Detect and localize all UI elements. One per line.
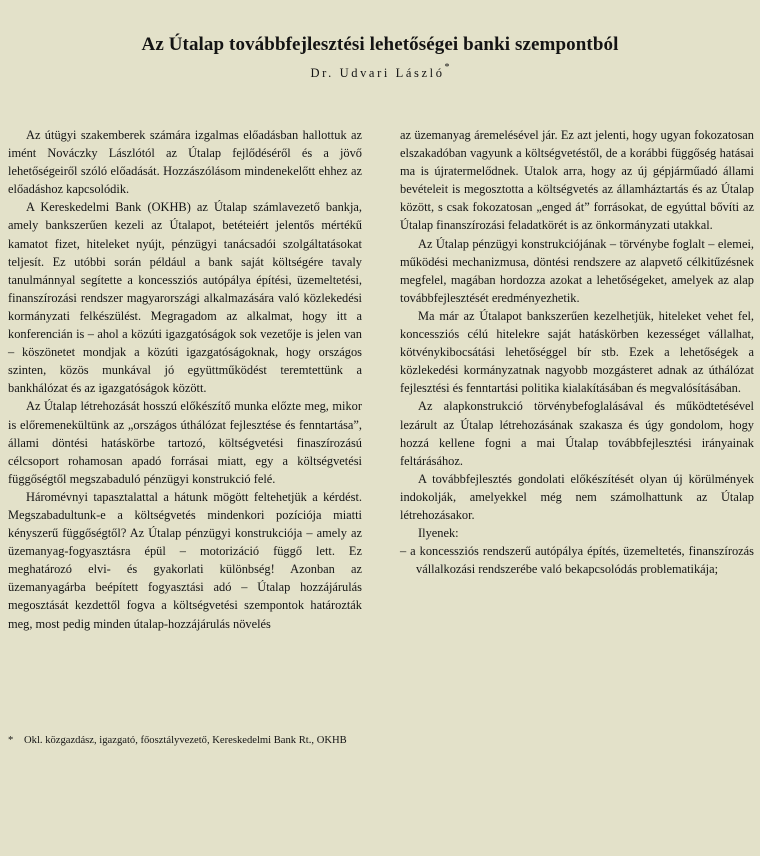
footnote-mark: * xyxy=(8,735,14,746)
paragraph: A továbbfejlesztés gondolati előkészítését olyan új körülmények indokolják, amelyekkel még nem számolhattunk az Útalap létrehozásakor. xyxy=(400,471,754,522)
author-line xyxy=(0,64,760,81)
right-column xyxy=(400,126,754,578)
paragraph: Háromévnyi tapasztalattal a hátunk mögött feltehetjük a kérdést. Megszabadultunk-e a költségvetés mindenkori pozíciója miatti kényszerű függőségtől? Az Útalap pénzügyi konstrukciója – amely az üzemanyag-fogyasztásra épül – motorizáció függő lett. Ez meghatározó elvi- és gyakorlati különbség! Azonban az üzemanyagárba beépített fogyasztási adó – Útalap hozzájárulás megosztását kezdettől fogva a költségvetési szempontok határozták meg, most pedig minden útalap-hozzájárulás növelés xyxy=(8,489,362,631)
footnote xyxy=(8,734,428,747)
left-column xyxy=(8,126,362,633)
paragraph: Az Útalap létrehozását hosszú előkészítő munka előzte meg, mikor is előremenekültünk az „országos úthálózat fejlesztése és fenntartása”, állami döntési hatáskörbe tartozó, költségvetési finaszírozású célcsoport rohamosan apadó forrásai miatt, egy a költségvetési függőségtől megszabaduló pénzügyi konstrukció felé. xyxy=(8,399,362,486)
paragraph: az üzemanyag áremelésével jár. Ez azt jelenti, hogy ugyan fokozatosan elszakadóban vagyunk a költségvetéstől, de a korábbi függőség hatásai ma is újratermelődnek. Utalok arra, hogy az új gépjárműadó állami bevételeit is megosztotta a költségvetés az államháztartás és az Útalap között, s csak fokozatosan „enged át” forrásokat, de egyúttal bővíti az Útalap finanszírozási feladatkörét is az önkormányzati utakkal. xyxy=(400,128,754,233)
paragraph: Az útügyi szakemberek számára izgalmas előadásban hallottuk az imént Nováczky Lászlótól az Útalap fejlődéséről és a jövő lehetőségeiről szóló előadását. Hozzászólásom mindenekelőtt ehhez az előadáshoz kapcsolódik. xyxy=(8,128,362,197)
paragraph: Az alapkonstrukció törvénybefoglalásával és működtetésével lezárult az Útalap létrehozásának szakasza és úgy gondolom, hogy hozzá kellene fogni a mai Útalap továbbfejlesztési irányainak feltárásához. xyxy=(400,399,754,468)
author-footnote-mark: * xyxy=(444,62,450,73)
page-title: Az Útalap továbbfejlesztési lehetőségei banki szempontból xyxy=(141,34,619,55)
author-name: Dr. Udvari László xyxy=(310,66,445,81)
footnote-text: Okl. közgazdász, igazgató, főosztályvezető, Kereskedelmi Bank Rt., OKHB xyxy=(24,735,347,746)
paragraph: A Kereskedelmi Bank (OKHB) az Útalap számlavezető bankja, amely bankszerűen kezeli az Útalapot, betéteiért jelentős mértékű kamatot fizet, hiteleket nyújt, pénzügyi tanácsadói szolgáltatásokat teljesít. Ez utóbbi során például a bank saját költségére tavaly tanulmánnyal segítette a koncessziós autópálya építési, üzemeltetési, finanszírozási rendszer magyarországi alkalmazására való közlekedési kormányzati felkészülést. Megragadom az alkalmat, hogy itt a konferencián is – ahol a közúti igazgatóságok sok vezetője is jelen van – köszönetet mondjak a közúti igazgatóságoknak, hogy országos szinten, közös munkával jó együttműködést teremtettünk a bankhálózat és az igazgatóságok között. xyxy=(8,200,362,396)
paragraph: Az Útalap pénzügyi konstrukciójának – törvénybe foglalt – elemei, működési mechanizmusa, döntési rendszere az alapvető célkitűzésnek megfelel, magában hordozza azokat a lehetőségeket, amelyek az alap továbbfejlesztését eredményezhetik. xyxy=(400,236,754,305)
paragraph: Ma már az Útalapot bankszerűen kezelhetjük, hiteleket vehet fel, koncessziós célú hitelekre saját hatáskörben kezességet vállalhat, kötvénykibocsátási lehetőséggel bír stb. Ezek a lehetőségek a közlekedési kormányzatnak nagyobb mozgásteret adnak az úthálózat fejlesztési és fenntartási politika kialakításában és megvalósításában. xyxy=(400,308,754,396)
paragraph: Ilyenek: xyxy=(418,526,459,541)
list-item: – a koncessziós rendszerű autópálya építés, üzemeltetés, finanszírozás vállalkozási rendszerébe való bekapcsolódás problematikája; xyxy=(400,544,754,577)
